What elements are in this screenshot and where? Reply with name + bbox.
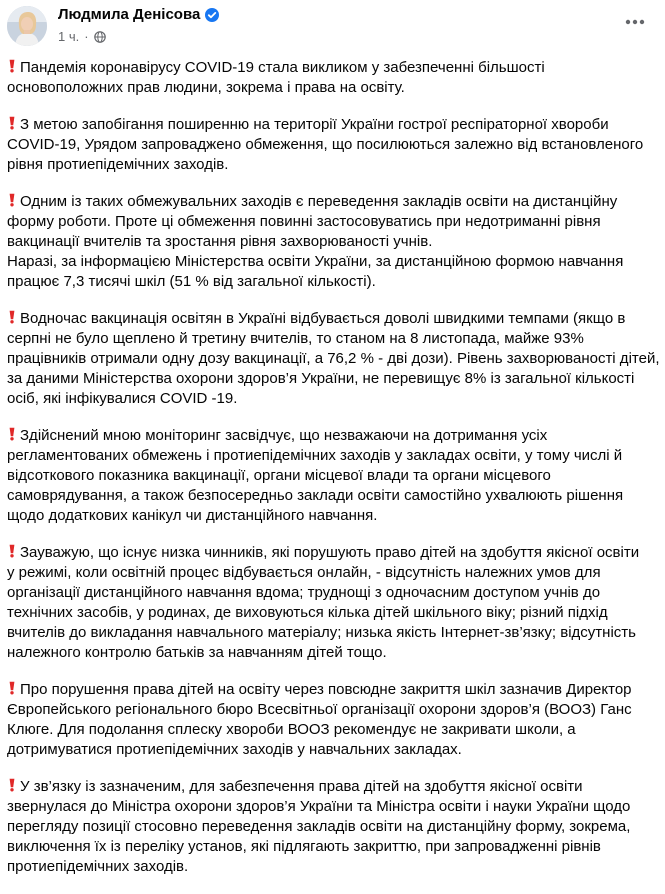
- paragraph-line-text: У зв’язку із зазначеним, для забезпечення права дітей на здобуття якісної освіти: [20, 778, 583, 795]
- post-header: [0, 0, 665, 50]
- paragraph-line: [7, 58, 647, 78]
- post-paragraph: [7, 543, 647, 663]
- post-timestamp[interactable]: 1 ч.: [58, 29, 80, 44]
- post-paragraph: [7, 777, 647, 877]
- paragraph-line: [7, 680, 647, 700]
- paragraph-line: [7, 446, 647, 466]
- paragraph-line-text: серпні не було щеплено й третину вчителів, то станом на 8 листопада, майже 93%: [7, 330, 584, 347]
- paragraph-line-text: самоврядування, а також безпосередньо заклади освіти самостійно ухвалюють рішення: [7, 487, 624, 504]
- paragraph-line-text: З метою запобігання поширенню на території України гострої респіраторної хвороби: [20, 116, 609, 133]
- paragraph-line: [7, 563, 647, 583]
- paragraph-line-text: перегляду позиції стосовно переведення закладів освіти на дистанційну форму, зокрема,: [7, 818, 631, 835]
- paragraph-line-text: відсоткового показника вакцинації, органи місцевої влади та органи місцевого: [7, 467, 551, 484]
- paragraph-line-text: дотримуватися протиепідемічних заходів у навчальних закладах.: [7, 741, 462, 758]
- paragraph-line-text: Пандемія коронавірусу COVID-19 стала викликом у забезпеченні більшості: [20, 59, 545, 76]
- paragraph-line-text: працює 7,3 тисячі шкіл (51 % від загальної кількості).: [7, 273, 376, 290]
- author-name-row: [58, 6, 219, 23]
- post-meta: [58, 29, 106, 44]
- paragraph-line-text: форму роботи. Проте ці обмеження повинні застосовуватись при недотриманні рівня: [7, 213, 601, 230]
- red-exclamation-icon: [8, 427, 16, 441]
- paragraph-line-text: регламентованих обмежень і протиепідемічних заходів у закладах освіти, у тому числі й: [7, 447, 623, 464]
- paragraph-line-text: виключення їх із переліку установ, які підлягають закриттю, при запровадженні рівнів: [7, 838, 601, 855]
- paragraph-line: [7, 309, 647, 329]
- paragraph-line: [7, 740, 647, 760]
- paragraph-line-text: працівників отримали одну дозу вакцинації, а 76,2 % - дві дози). Рівень захворюваності дітей,: [7, 350, 660, 367]
- paragraph-line-text: Клюге. Для подолання сплеску хвороби ВООЗ рекомендує не закривати школи, а: [7, 721, 576, 738]
- paragraph-line: [7, 135, 647, 155]
- paragraph-line: [7, 623, 647, 643]
- avatar[interactable]: [7, 6, 47, 46]
- paragraph-line-text: належного контролю батьків за навчанням дітей тощо.: [7, 644, 387, 661]
- paragraph-line-text: осіб, які інфікувалися COVID -19.: [7, 390, 238, 407]
- paragraph-line-text: основоположних прав людини, зокрема і права на освіту.: [7, 79, 405, 96]
- post-paragraph: [7, 58, 647, 98]
- paragraph-line: [7, 349, 660, 369]
- paragraph-line: [7, 543, 647, 563]
- paragraph-line: [7, 700, 647, 720]
- paragraph-line-text: Водночас вакцинація освітян в Україні відбувається доволі швидкими темпами (якщо в: [20, 310, 626, 327]
- post-paragraph: [7, 192, 647, 292]
- paragraph-line-text: Одним із таких обмежувальних заходів є переведення закладів освіти на дистанційну: [20, 193, 618, 210]
- paragraph-line: [7, 252, 647, 272]
- paragraph-line-text: щодо додаткових канікул чи дистанційного навчання.: [7, 507, 378, 524]
- paragraph-line-text: організації дистанційного навчання вдома; труднощі з одночасним доступом учнів до: [7, 584, 601, 601]
- red-exclamation-icon: [8, 193, 16, 207]
- red-exclamation-icon: [8, 544, 16, 558]
- paragraph-line-text: рівня протиепідемічних заходів.: [7, 156, 229, 173]
- paragraph-line: [7, 466, 647, 486]
- meta-separator: ·: [84, 29, 89, 44]
- paragraph-line: [7, 155, 647, 175]
- paragraph-line-text: за даними Міністерства охорони здоров’я України, не перевищує 8% із загальної кількості: [7, 370, 635, 387]
- paragraph-line: [7, 78, 647, 98]
- paragraph-line: [7, 329, 647, 349]
- author-name[interactable]: Людмила Денісова: [58, 6, 201, 23]
- paragraph-line: [7, 192, 647, 212]
- post-text: [7, 58, 660, 894]
- paragraph-line-text: COVID-19, Урядом запроваджено обмеження, що посилюються залежно від встановленого: [7, 136, 644, 153]
- red-exclamation-icon: [8, 59, 16, 73]
- more-options-icon[interactable]: [621, 8, 649, 36]
- red-exclamation-icon: [8, 778, 16, 792]
- paragraph-line: [7, 369, 647, 389]
- paragraph-line: [7, 212, 647, 232]
- paragraph-line-text: Здійснений мною моніторинг засвідчує, що незважаючи на дотримання усіх: [20, 427, 548, 444]
- post-paragraph: [7, 115, 647, 175]
- post-paragraph: [7, 309, 660, 409]
- paragraph-line-text: у режимі, коли освітній процес відбувається онлайн, - відсутність належних умов для: [7, 564, 601, 581]
- paragraph-line: [7, 857, 647, 877]
- post-paragraph: [7, 680, 647, 760]
- paragraph-line-text: вакцинації вчителів та зростання рівня захворюваності учнів.: [7, 233, 433, 250]
- paragraph-line-text: протиепідемічних заходів.: [7, 858, 189, 875]
- paragraph-line-text: технічних засобів, у родинах, де виховуються кілька дітей шкільного віку; різний підхід: [7, 604, 608, 621]
- paragraph-line: [7, 426, 647, 446]
- paragraph-line: [7, 643, 647, 663]
- red-exclamation-icon: [8, 116, 16, 130]
- paragraph-line: [7, 720, 647, 740]
- paragraph-line: [7, 486, 647, 506]
- paragraph-line-text: Про порушення права дітей на освіту через повсюдне закриття шкіл зазначив Директор: [20, 681, 632, 698]
- red-exclamation-icon: [8, 310, 16, 324]
- verified-badge-icon: [205, 8, 219, 22]
- paragraph-line: [7, 583, 647, 603]
- paragraph-line: [7, 232, 647, 252]
- paragraph-line: [7, 797, 647, 817]
- red-exclamation-icon: [8, 681, 16, 695]
- paragraph-line: [7, 272, 647, 292]
- paragraph-line: [7, 115, 647, 135]
- paragraph-line: [7, 603, 647, 623]
- paragraph-line: [7, 389, 647, 409]
- paragraph-line-text: Європейського регіонального бюро Всесвітньої організації охорони здоров’я (ВООЗ) Ганс: [7, 701, 632, 718]
- paragraph-line-text: Наразі, за інформацією Міністерства освіти України, за дистанційною формою навчання: [7, 253, 624, 270]
- paragraph-line: [7, 837, 647, 857]
- author-photo: [7, 6, 47, 46]
- paragraph-line: [7, 777, 647, 797]
- paragraph-line: [7, 506, 647, 526]
- paragraph-line: [7, 817, 647, 837]
- paragraph-line-text: звернулася до Міністра охорони здоров’я України та Міністра освіти і науки України щодо: [7, 798, 631, 815]
- post-paragraph: [7, 426, 647, 526]
- paragraph-line-text: Зауважую, що існує низка чинників, які порушують право дітей на здобуття якісної освіти: [20, 544, 640, 561]
- globe-icon[interactable]: [94, 31, 106, 43]
- paragraph-line-text: вчителів до викладання навчального матеріалу; низька якість Інтернет-зв’язку; відсутність: [7, 624, 636, 641]
